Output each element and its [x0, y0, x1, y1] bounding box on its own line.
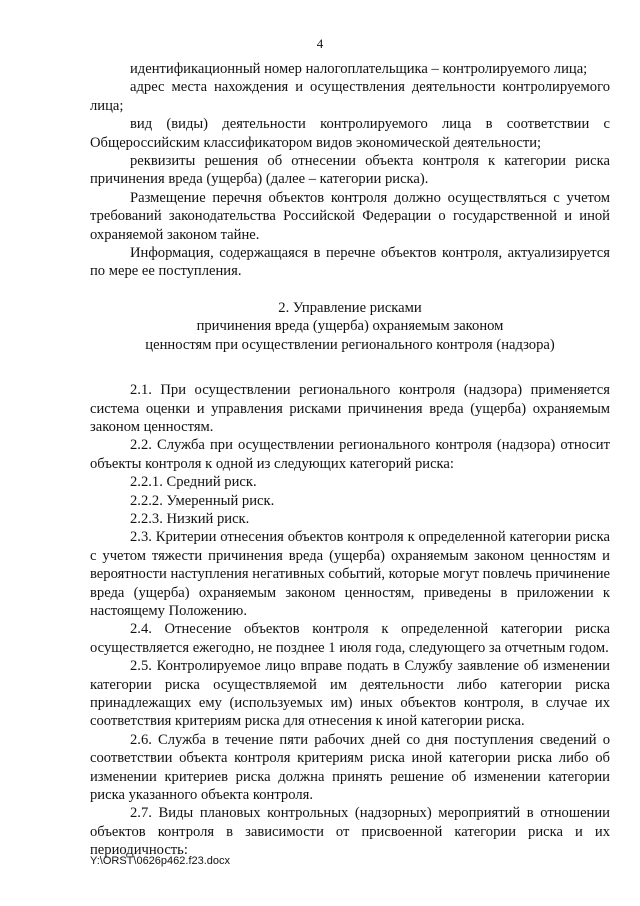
list-item: 2.2.3. Низкий риск.	[130, 510, 250, 527]
list-item: 2.2.2. Умеренный риск.	[130, 492, 275, 509]
list-item: 2.2.1. Средний риск.	[130, 474, 257, 491]
paragraph: реквизиты решения об отнесении объекта контроля к категории риска причинения вреда (ущерба) (далее – категории риска).	[90, 153, 610, 188]
paragraph: 2.5. Контролируемое лицо вправе подать в Службу заявление об изменении категории риска осуществляемой им деятельности либо категории риска принадлежащих ему (используемых им) иных объектов контроля, в случае их соответствия критериям риска для отнесения к иной категории риска.	[90, 658, 610, 730]
paragraph: Размещение перечня объектов контроля должно осуществляться с учетом требований законодательства Российской Федерации о государственной и иной охраняемой законом тайне.	[90, 189, 610, 243]
paragraph: 2.4. Отнесение объектов контроля к определенной категории риска осуществляется ежегодно, не позднее 1 июля года, следующего за отчетным годом.	[90, 621, 610, 656]
paragraph: Информация, содержащаяся в перечне объектов контроля, актуализируется по мере ее поступления.	[90, 245, 610, 280]
page-number: 4	[316, 36, 324, 51]
paragraph: 2.3. Критерии отнесения объектов контроля к определенной категории риска с учетом тяжести причинения вреда (ущерба) охраняемым законом ценностям и вероятности наступления негативных событий, которые могут повлечь причинение вреда (ущерба) охраняемым законом ценностям, приведены в приложении к настоящему Положению.	[90, 529, 610, 619]
paragraph: 2.2. Служба при осуществлении регионального контроля (надзора) относит объекты контроля к одной из следующих категорий риска:	[90, 437, 610, 472]
paragraph: идентификационный номер налогоплательщика – контролируемого лица;	[130, 61, 588, 77]
section-heading-line-3: ценностям при осуществлении регионального контроля (надзора)	[145, 336, 555, 353]
section-heading-line-2: причинения вреда (ущерба) охраняемым законом	[196, 318, 504, 335]
paragraph: 2.1. При осуществлении регионального контроля (надзора) применяется система оценки и управления рисками причинения вреда (ущерба) охраняемым законом ценностям.	[90, 382, 610, 435]
document-body	[90, 60, 610, 860]
paragraph: адрес места нахождения и осуществления деятельности контролируемого лица;	[90, 79, 610, 114]
file-path-footer: Y:\ORST\0626p462.f23.docx	[90, 855, 231, 867]
section-heading-line-1: 2. Управление рисками	[278, 299, 422, 316]
paragraph: вид (виды) деятельности контролируемого лица в соответствии с Общероссийским классификатором видов экономической деятельности;	[90, 116, 610, 151]
paragraph: 2.6. Служба в течение пяти рабочих дней со дня поступления сведений о соответствии объекта контроля критериям риска иной категории риска либо об изменении критериев риска должна принять решение об изменении категории риска указанного объекта контроля.	[90, 731, 610, 804]
paragraph: 2.7. Виды плановых контрольных (надзорных) мероприятий в отношении объектов контроля в зависимости от присвоенной категории риска и их периодичность:	[90, 805, 610, 859]
